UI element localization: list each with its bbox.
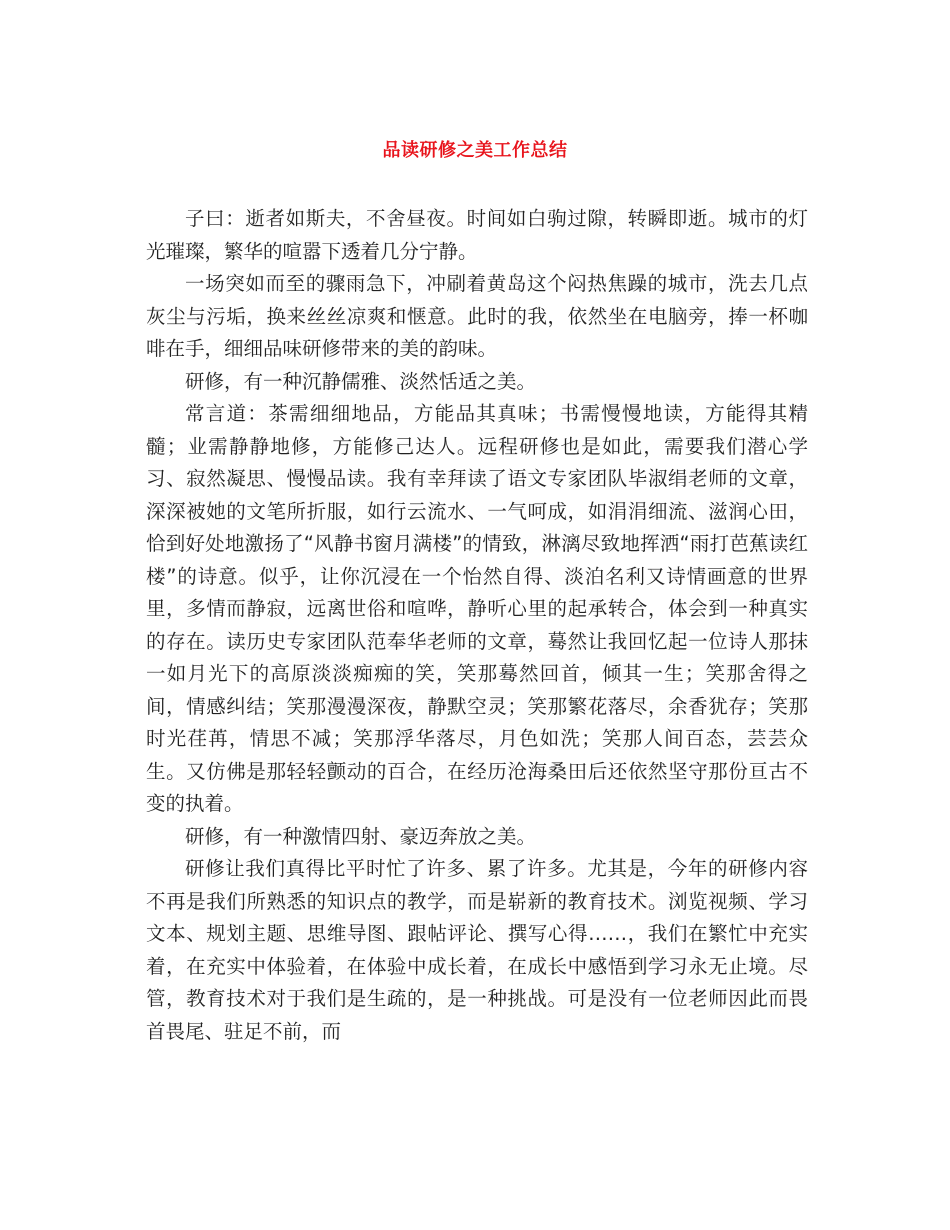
document-body	[146, 203, 808, 1048]
document-title: 品读研修之美工作总结	[382, 140, 568, 161]
paragraph: 子曰：逝者如斯夫，不舍昼夜。时间如白驹过隙，转瞬即逝。城市的灯光璀璨，繁华的喧嚣下透着几分宁静。	[146, 207, 808, 263]
paragraph: 研修让我们真得比平时忙了许多、累了许多。尤其是，今年的研修内容不再是我们所熟悉的知识点的教学，而是崭新的教育技术。浏览视频、学习文本、规划主题、思维导图、跟帖评论、撰写心得……，我们在繁忙中充实着，在充实中体验着，在体验中成长着，在成长中感悟到学习永无止境。尽管，教育技术对于我们是生疏的，是一种挑战。可是没有一位老师因此而畏首畏尾、驻足不前，而	[146, 857, 808, 1043]
paragraph: 一场突如而至的骤雨急下，冲刷着黄岛这个闷热焦躁的城市，洗去几点灰尘与污垢，换来丝丝凉爽和惬意。此时的我，依然坐在电脑旁，捧一杯咖啡在手，细细品味研修带来的美的韵味。	[146, 272, 808, 360]
paragraph: 常言道：茶需细细地品，方能品其真味；书需慢慢地读，方能得其精髓；业需静静地修，方能修己达人。远程研修也是如此，需要我们潜心学习、寂然凝思、慢慢品读。我有幸拜读了语文专家团队毕淑绢老师的文章，深深被她的文笔所折服，如行云流水、一气呵成，如涓涓细流、滋润心田，恰到好处地激扬了“风静书窗月满楼”的情致，淋漓尽致地挥洒“雨打芭蕉读红楼”的诗意。似乎，让你沉浸在一个怡然自得、淡泊名利又诗情画意的世界里，多情而静寂，远离世俗和喧哗，静听心里的起承转合，体会到一种真实的存在。读历史专家团队范奉华老师的文章，蓦然让我回忆起一位诗人那抹一如月光下的高原淡淡痴痴的笑，笑那蓦然回首，倾其一生；笑那舍得之间，情感纠结；笑那漫漫深夜，静默空灵；笑那繁花落尽，余香犹存；笑那时光荏苒，情思不减；笑那浮华落尽，月色如洗；笑那人间百态，芸芸众生。又仿佛是那轻轻颤动的百合，在经历沧海桑田后还依然坚守那份亘古不变的执着。	[146, 402, 808, 815]
paragraph: 研修，有一种激情四射、豪迈奔放之美。	[185, 824, 537, 848]
paragraph: 研修，有一种沉静儒雅、淡然恬适之美。	[185, 369, 537, 393]
